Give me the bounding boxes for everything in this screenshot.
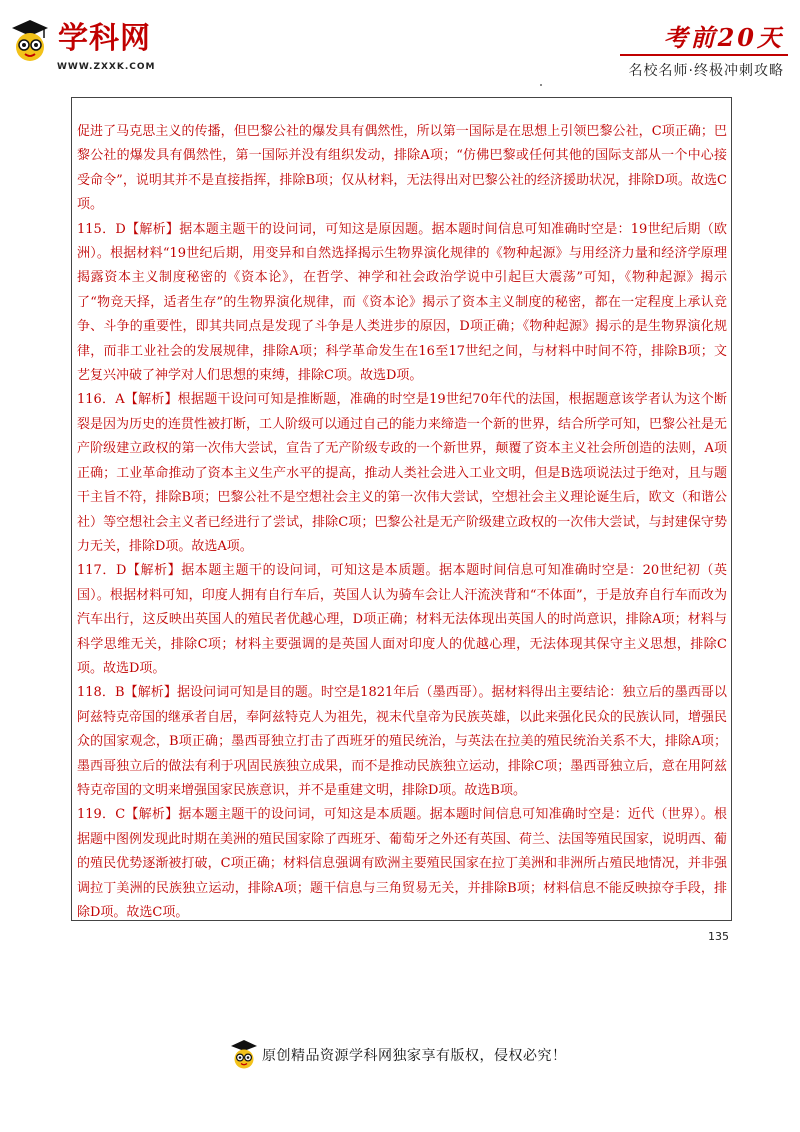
days-title: 考前20天	[663, 23, 784, 52]
answer-paragraph-116: 116．A【解析】根据题干设问可知是推断题，准确的时空是19世纪70年代的法国，根据题意该学者认为这个断裂是因为历史的连贯性被打断，工人阶级可以通过自己的能力来缔造一个新的世界，结合所学可知，巴黎公社是无产阶级建立政权的第一次伟大尝试，宣告了无产阶级专政的一个新世界，颠覆了资本主义社会所创造的法则，A项正确；工业革命推动了资本主义生产水平的提高，推动人类社会进入工业文明，但是B选项说法过于绝对，且与题干主旨不符，排除B项；巴黎公社不是空想社会主义的第一次伟大尝试，空想社会主义理论诞生后，欧文（和谐公社）等空想社会主义者已经进行了尝试，排除C项；巴黎公社是无产阶级建立政权的一次伟大尝试，与封建保守势力无关，排除D项。故选A项。	[77, 392, 728, 554]
owl-mascot-icon	[230, 1039, 258, 1069]
page-number: 135	[708, 930, 729, 943]
owl-logo-icon	[10, 18, 50, 62]
decorative-dot	[540, 84, 542, 86]
answer-paragraph-119: 119．C【解析】据本题主题干的设问词，可知这是本质题。据本题时间信息可知准确时空是：近代（世界）。根据题中图例发现此时期在美洲的殖民国家除了西班牙、葡萄牙之外还有英国、荷兰、法国等殖民国家，说明西、葡的殖民优势逐渐被打破，C项正确；材料信息强调有欧洲主要殖民国家在拉丁美洲和非洲所占殖民地情况，并非强调拉丁美洲的民族独立运动，排除A项；题干信息与三角贸易无关，并排除B项；材料信息不能反映掠夺手段，排除D项。故选C项。	[77, 807, 728, 920]
brand-url: WWW.ZXXK.COM	[57, 62, 156, 72]
answer-content-box	[71, 97, 732, 921]
brand-name: 学科网	[58, 21, 151, 56]
header-divider	[620, 54, 788, 56]
answer-paragraph-118: 118．B【解析】据设问词可知是目的题。时空是1821年后（墨西哥）。据材料得出主要结论：独立后的墨西哥以阿兹特克帝国的继承者自居，奉阿兹特克人为祖先，视末代皇帝为民族英雄，以此来强化民众的民族认同，增强民众的国家观念，B项正确；墨西哥独立打击了西班牙的殖民统治，与英法在拉美的殖民统治关系不大，排除A项；墨西哥独立后的做法有利于巩固民族独立成果，而不是推动民族独立运动，排除C项；墨西哥独立后，意在用阿兹特克帝国的文明来增强国家民族意识，并不是重建文明，排除D项。故选B项。	[77, 685, 728, 798]
answer-paragraph-114-continued: 促进了马克思主义的传播，但巴黎公社的爆发具有偶然性，所以第一国际是在思想上引领巴黎公社，C项正确；巴黎公社的爆发具有偶然性，第一国际并没有组织发动，排除A项；“仿佛巴黎或任何其他的国际支部从一个中心接受命令”，说明其并不是直接指挥，排除B项；仅从材料，无法得出对巴黎公社的经济援助状况，排除D项。故选C项。	[77, 124, 727, 213]
header-slogan: 名校名师·终极冲刺攻略	[628, 63, 784, 79]
answer-paragraph-115: 115．D【解析】据本题主题干的设问词，可知这是原因题。据本题时间信息可知准确时空是：19世纪后期（欧洲）。根据材料“19世纪后期，用变异和自然选择揭示生物界演化规律的《物种起源》与用经济力量和经济学原理揭露资本主义制度秘密的《资本论》，在哲学、神学和社会政治学说中引起巨大震荡”可知，《物种起源》揭示了“物竞天择，适者生存”的生物界演化规律，而《资本论》揭示了资本主义制度的秘密，都在一定程度上承认竞争、斗争的重要性，即其共同点是发现了斗争是人类进步的原因，D项正确；《物种起源》揭示的是生物界演化规律，而非工业社会的发展规律，排除A项；科学革命发生在16至17世纪之间，与材料中时间不符，排除B项；文艺复兴冲破了神学对人们思想的束缚，排除C项。故选D项。	[77, 221, 727, 384]
copyright-notice: 原创精品资源学科网独家享有版权，侵权必究！	[262, 1048, 567, 1064]
answer-paragraph-117: 117．D【解析】据本题主题干的设问词，可知这是本质题。据本题时间信息可知准确时空是：20世纪初（英国）。根据材料可知，印度人拥有自行车后，英国人认为骑车会让人汗流浃背和“不体面”，于是放弃自行车而改为汽车出行，这反映出英国人的殖民者优越心理，D项正确；材料无法体现出英国人的时尚意识，排除A项；材料与科学思维无关，排除C项；材料主要强调的是英国人面对印度人的优越心理，无法体现其保守主义思想，排除C项。故选D项。	[77, 563, 727, 676]
page-header	[0, 0, 800, 90]
